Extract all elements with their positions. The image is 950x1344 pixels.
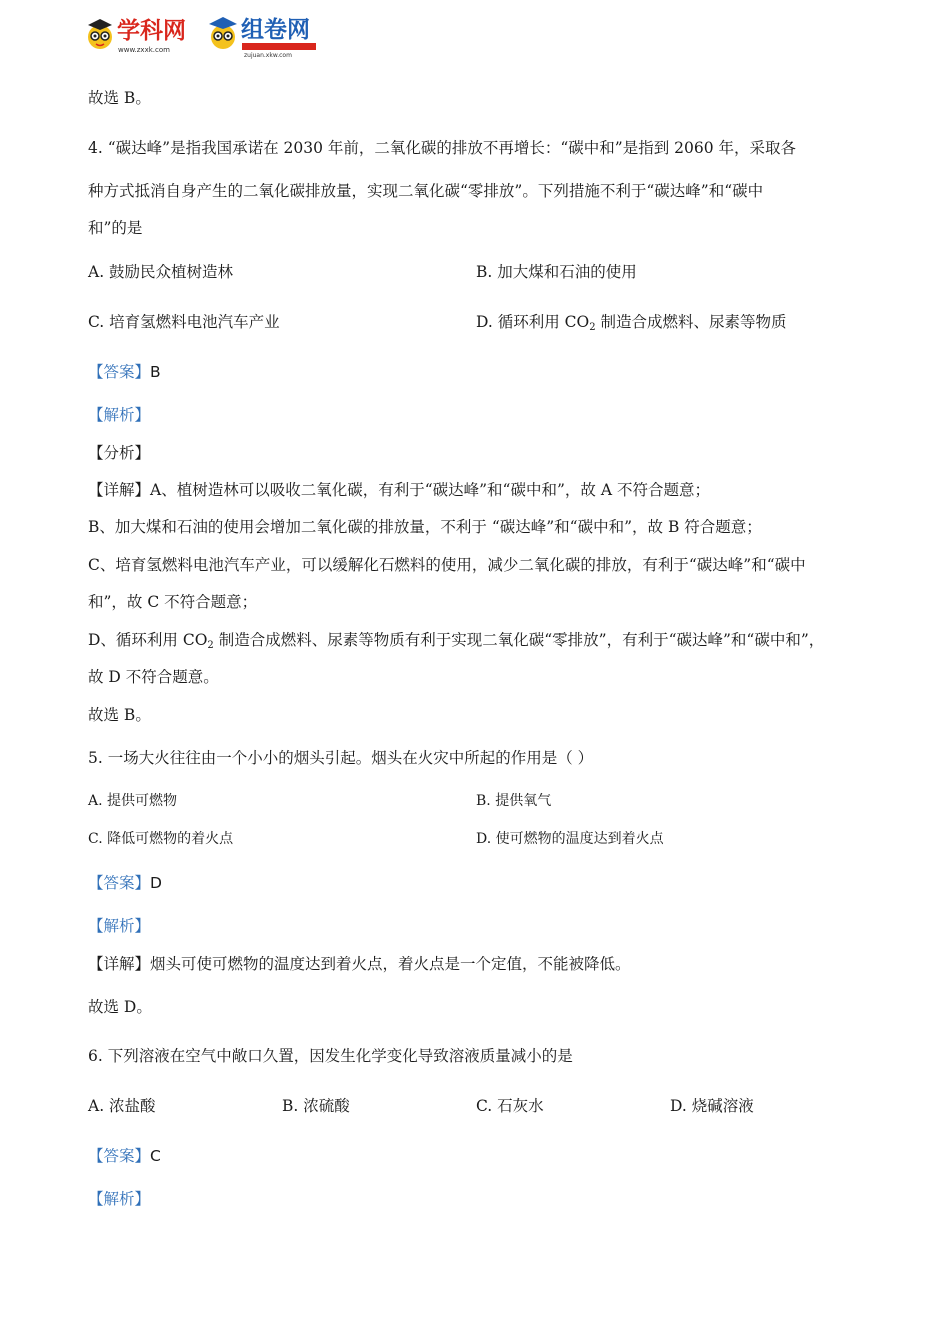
q4-stem-line1: 4. “碳达峰”是指我国承诺在 2030 年前，二氧化碳的排放不再增长：“碳中和”是指到 2060 年，采取各 — [88, 139, 797, 157]
logo1-text: 学科网 — [117, 18, 186, 44]
logo2-text: 组卷网 — [241, 17, 310, 43]
q6-jiexi-label: 【解析】 — [88, 1190, 151, 1208]
q6-option-c: C. 石灰水 — [476, 1097, 544, 1115]
q5-option-a: A. 提供可燃物 — [88, 793, 178, 809]
q6-answer: 【答案】C — [88, 1147, 161, 1165]
mascot-icon — [85, 18, 115, 52]
xuekewang-logo[interactable] — [85, 10, 197, 56]
q4-detail-line4: 和”，故 C 不符合题意； — [88, 593, 258, 611]
q4-fenxi-label: 【分析】 — [88, 444, 151, 462]
header-logos — [85, 10, 345, 59]
q4-option-a: A. 鼓励民众植树造林 — [88, 263, 234, 281]
q4-option-b: B. 加大煤和石油的使用 — [476, 263, 637, 281]
mascot-icon — [207, 16, 239, 52]
logo2-url: zujuan.xkw.com — [244, 52, 292, 59]
q4-option-c: C. 培育氢燃料电池汽车产业 — [88, 313, 280, 331]
q5-option-b: B. 提供氧气 — [476, 793, 552, 809]
q4-option-d: D. 循环利用 $CO_2$ 制造合成燃料、尿素等物质 — [476, 313, 787, 333]
q4-stem-line3: 和”的是 — [88, 219, 143, 237]
q5-conclusion: 故选 D。 — [88, 998, 152, 1016]
q4-stem-line2: 种方式抵消自身产生的二氧化碳排放量，实现二氧化碳“零排放”。下列措施不利于“碳达峰”和“碳中 — [88, 182, 764, 200]
zujuanwang-logo[interactable] — [207, 10, 327, 59]
q4-detail-line3: C、培育氢燃料电池汽车产业，可以缓解化石燃料的使用，减少二氧化碳的排放，有利于“碳达峰”和“碳中 — [88, 556, 806, 574]
q5-answer: 【答案】D — [88, 874, 162, 892]
q4-jiexi-label: 【解析】 — [88, 406, 151, 424]
q6-option-d: D. 烧碱溶液 — [670, 1097, 754, 1115]
q5-option-d: D. 使可燃物的温度达到着火点 — [476, 831, 664, 847]
q4-answer: 【答案】B — [88, 363, 161, 381]
q6-option-b: B. 浓硫酸 — [282, 1097, 350, 1115]
q4-detail-line1: 【详解】A、植树造林可以吸收二氧化碳，有利于“碳达峰”和“碳中和”，故 A 不符合题意； — [88, 481, 710, 499]
logo2-red-band — [242, 43, 316, 50]
q3-conclusion: 故选 B。 — [88, 89, 151, 107]
q4-detail-line6: 故 D 不符合题意。 — [88, 668, 219, 686]
q5-option-c: C. 降低可燃物的着火点 — [88, 831, 234, 847]
q4-detail-line5: D、循环利用 $CO_2$ 制造合成燃料、尿素等物质有利于实现二氧化碳“零排放”，有利于“碳达峰”和“碳中和”， — [88, 631, 825, 651]
logo1-url: www.zxxk.com — [118, 46, 170, 54]
q6-option-a: A. 浓盐酸 — [88, 1097, 156, 1115]
q4-detail-line2: B、加大煤和石油的使用会增加二氧化碳的排放量，不利于 “碳达峰”和“碳中和”，故 B 符合题意； — [88, 518, 762, 536]
q4-conclusion: 故选 B。 — [88, 706, 151, 724]
q5-jiexi-label: 【解析】 — [88, 917, 151, 935]
q5-stem: 5. 一场大火往往由一个小小的烟头引起。烟头在火灾中所起的作用是（ ） — [88, 749, 594, 767]
q6-stem: 6. 下列溶液在空气中敞口久置，因发生化学变化导致溶液质量减小的是 — [88, 1047, 573, 1065]
q5-detail: 【详解】烟头可使可燃物的温度达到着火点，着火点是一个定值，不能被降低。 — [88, 955, 631, 973]
